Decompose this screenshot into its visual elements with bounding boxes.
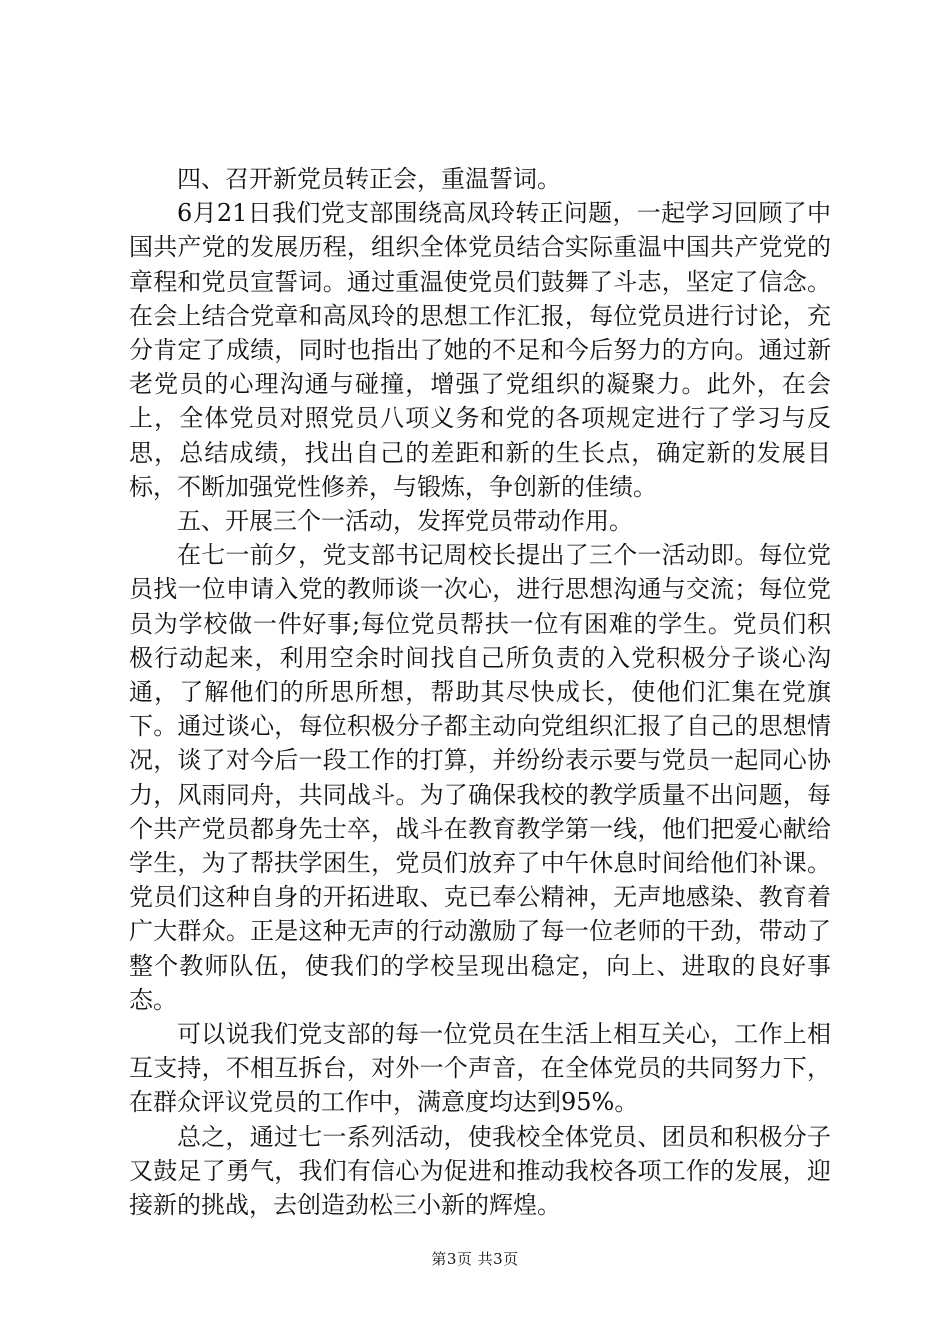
body-paragraph: 可以说我们党支部的每一位党员在生活上相互关心，工作上相互支持，不相互拆台，对外一个声音，在全体党员的共同努力下，在群众评议党员的工作中，满意度均达到95%。 (129, 1020, 831, 1117)
body-paragraph: 在七一前夕，党支部书记周校长提出了三个一活动即。每位党员找一位申请入党的教师谈一次心，进行思想沟通与交流；每位党员为学校做一件好事;每位党员帮扶一位有困难的学生。党员们积极行动起来，利用空余时间找自己所负责的入党积极分子谈心沟通，了解他们的所思所想，帮助其尽快成长，使他们汇集在党旗下。通过谈心，每位积极分子都主动向党组织汇报了自己的思想情况，谈了对今后一段工作的打算，并纷纷表示要与党员一起同心协力，风雨同舟，共同战斗。为了确保我校的教学质量不出问题，每个共产党员都身先士卒，战斗在教育教学第一线，他们把爱心献给学生，为了帮扶学困生，党员们放弃了中午休息时间给他们补课。党员们这种自身的开拓进取、克已奉公精神，无声地感染、教育着广大群众。正是这种无声的行动激励了每一位老师的干劲，带动了整个教师队伍，使我们的学校呈现出稳定，向上、进取的良好事态。 (129, 541, 831, 1014)
document-body (129, 162, 831, 1222)
page-number-footer: 第3页 共3页 (431, 1250, 519, 1268)
conclusion-paragraph: 总之，通过七一系列活动，使我校全体党员、团员和积极分子又鼓足了勇气，我们有信心为促进和推动我校各项工作的发展，迎接新的挑战，去创造劲松三小新的辉煌。 (129, 1122, 831, 1220)
body-paragraph: 6月21日我们党支部围绕高凤玲转正问题，一起学习回顾了中国共产党的发展历程，组织全体党员结合实际重温中国共产党党的章程和党员宣誓词。通过重温使党员们鼓舞了斗志，坚定了信念。在会上结合党章和高凤玲的思想工作汇报，每位党员进行讨论，充分肯定了成绩，同时也指出了她的不足和今后努力的方向。通过新老党员的心理沟通与碰撞，增强了党组织的凝聚力。此外，在会上，全体党员对照党员八项义务和党的各项规定进行了学习与反思，总结成绩，找出自己的差距和新的生长点，确定新的发展目标，不断加强党性修养，与锻炼，争创新的佳绩。 (129, 199, 831, 501)
section-heading-5: 五、开展三个一活动，发挥党员带动作用。 (177, 507, 633, 536)
section-heading-4: 四、召开新党员转正会，重温誓词。 (177, 165, 561, 193)
